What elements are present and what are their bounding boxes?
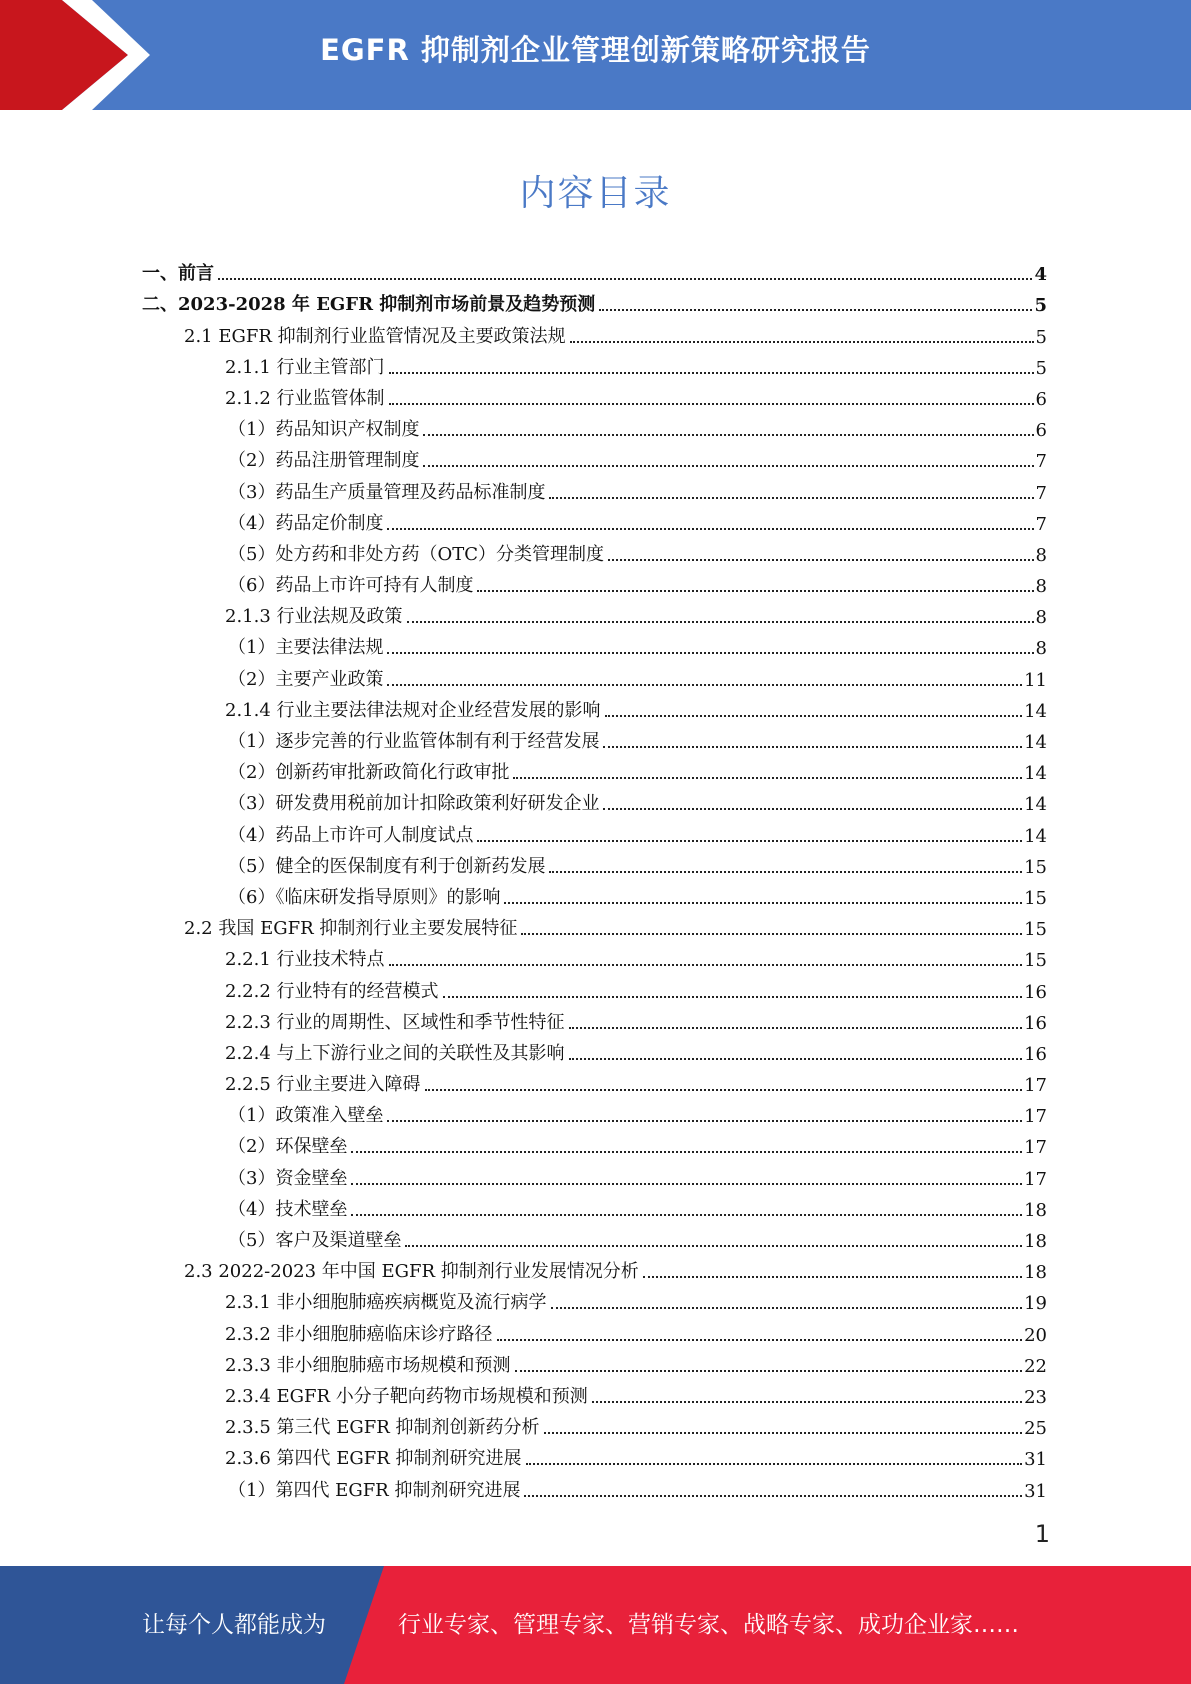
toc-dot-leader bbox=[218, 278, 1032, 280]
toc-entry-page: 6 bbox=[1035, 388, 1047, 410]
toc-entry[interactable] bbox=[0, 1127, 1047, 1158]
toc-dot-leader bbox=[526, 1463, 1023, 1465]
toc-entry[interactable] bbox=[0, 1377, 1047, 1408]
toc-dot-leader bbox=[549, 497, 1033, 499]
toc-dot-leader bbox=[524, 1495, 1022, 1497]
toc-entry-label: （1）主要法律法规 bbox=[228, 633, 385, 659]
toc-dot-leader bbox=[570, 341, 1034, 343]
toc-entry-page: 7 bbox=[1035, 513, 1047, 535]
toc-dot-leader bbox=[513, 777, 1022, 779]
toc-entry[interactable] bbox=[0, 1439, 1047, 1470]
toc-entry-page: 5 bbox=[1035, 357, 1047, 379]
toc-entry-page: 14 bbox=[1024, 794, 1047, 816]
toc-entry-label: （6）药品上市许可持有人制度 bbox=[228, 571, 475, 597]
toc-entry[interactable] bbox=[0, 441, 1047, 472]
toc-entry[interactable] bbox=[0, 285, 1047, 316]
toc-dot-leader bbox=[423, 434, 1033, 436]
toc-dot-leader bbox=[351, 1151, 1022, 1153]
toc-dot-leader bbox=[387, 652, 1033, 654]
header-title: EGFR 抑制剂企业管理创新策略研究报告 bbox=[320, 33, 871, 67]
toc-entry[interactable] bbox=[0, 1283, 1047, 1314]
toc-entry-page: 8 bbox=[1035, 607, 1047, 629]
toc-entry[interactable] bbox=[0, 784, 1047, 815]
toc-dot-leader bbox=[569, 1058, 1023, 1060]
toc-entry-label: （4）药品定价制度 bbox=[228, 509, 385, 535]
toc-dot-leader bbox=[387, 684, 1022, 686]
toc-entry-label: （3）资金壁垒 bbox=[228, 1164, 349, 1190]
toc-entry[interactable] bbox=[0, 535, 1047, 566]
toc-dot-leader bbox=[389, 964, 1023, 966]
toc-dot-leader bbox=[608, 559, 1034, 561]
toc-entry[interactable] bbox=[0, 348, 1047, 379]
toc-entry[interactable] bbox=[0, 940, 1047, 971]
toc-entry-page: 5 bbox=[1035, 326, 1047, 348]
toc-entry-label: 2.3.3 非小细胞肺癌市场规模和预测 bbox=[225, 1351, 513, 1377]
toc-entry-page: 8 bbox=[1035, 576, 1047, 598]
toc-entry-label: 2.2.2 行业特有的经营模式 bbox=[225, 977, 441, 1003]
toc-entry-page: 8 bbox=[1035, 544, 1047, 566]
page-footer-band bbox=[0, 1566, 1191, 1684]
toc-entry-label: 2.3.5 第三代 EGFR 抑制剂创新药分析 bbox=[225, 1413, 542, 1439]
toc-dot-leader bbox=[603, 808, 1022, 810]
toc-list bbox=[0, 254, 1191, 1502]
toc-entry-label: （1）政策准入壁垒 bbox=[228, 1101, 385, 1127]
toc-entry-label: （2）创新药审批新政简化行政审批 bbox=[228, 758, 511, 784]
toc-entry-page: 7 bbox=[1035, 451, 1047, 473]
toc-entry-label: （6）《临床研发指导原则》的影响 bbox=[228, 883, 502, 909]
toc-entry[interactable] bbox=[0, 1346, 1047, 1377]
toc-entry[interactable] bbox=[0, 472, 1047, 503]
toc-dot-leader bbox=[544, 1432, 1023, 1434]
toc-entry[interactable] bbox=[0, 722, 1047, 753]
toc-entry-label: 2.1.3 行业法规及政策 bbox=[225, 602, 405, 628]
toc-entry-page: 14 bbox=[1024, 700, 1047, 722]
toc-entry-label: （5）处方药和非处方药（OTC）分类管理制度 bbox=[228, 540, 606, 566]
toc-entry-label: 2.3.2 非小细胞肺癌临床诊疗路径 bbox=[225, 1320, 495, 1346]
toc-entry[interactable] bbox=[0, 753, 1047, 784]
toc-entry[interactable] bbox=[0, 1221, 1047, 1252]
toc-dot-leader bbox=[387, 1120, 1022, 1122]
toc-entry-page: 18 bbox=[1024, 1231, 1047, 1252]
toc-entry-label: 2.2.4 与上下游行业之间的关联性及其影响 bbox=[225, 1039, 567, 1065]
toc-dot-leader bbox=[351, 1183, 1022, 1185]
toc-entry[interactable] bbox=[0, 1065, 1047, 1096]
toc-dot-leader bbox=[425, 1089, 1023, 1091]
toc-entry[interactable] bbox=[0, 379, 1047, 410]
toc-entry-label: 2.2 我国 EGFR 抑制剂行业主要发展特征 bbox=[184, 914, 519, 940]
toc-entry-page: 15 bbox=[1024, 919, 1047, 941]
toc-dot-leader bbox=[599, 309, 1032, 311]
toc-entry-page: 7 bbox=[1035, 482, 1047, 504]
toc-entry[interactable] bbox=[0, 1158, 1047, 1189]
toc-dot-leader bbox=[592, 1401, 1022, 1403]
toc-entry-label: （5）客户及渠道壁垒 bbox=[228, 1226, 403, 1252]
toc-entry[interactable] bbox=[0, 971, 1047, 1002]
toc-dot-leader bbox=[405, 1245, 1022, 1247]
toc-entry-label: （2）主要产业政策 bbox=[228, 665, 385, 691]
toc-entry-label: 2.1.4 行业主要法律法规对企业经营发展的影响 bbox=[225, 696, 603, 722]
toc-entry-page: 31 bbox=[1024, 1449, 1047, 1471]
toc-entry-page: 15 bbox=[1024, 950, 1047, 972]
footer-slogan-left: 让每个人都能成为 bbox=[142, 1612, 326, 1638]
toc-entry[interactable] bbox=[0, 1408, 1047, 1439]
toc-dot-leader bbox=[477, 840, 1022, 842]
toc-dot-leader bbox=[497, 1339, 1023, 1341]
toc-entry-page: 20 bbox=[1024, 1324, 1047, 1346]
toc-entry[interactable] bbox=[0, 1003, 1047, 1034]
toc-entry-page: 18 bbox=[1024, 1262, 1047, 1284]
toc-entry-label: 2.2.5 行业主要进入障碍 bbox=[225, 1070, 423, 1096]
toc-entry-page: 22 bbox=[1024, 1355, 1047, 1377]
toc-entry[interactable] bbox=[0, 1096, 1047, 1127]
page-header-band bbox=[0, 0, 1191, 110]
toc-entry[interactable] bbox=[0, 847, 1047, 878]
toc-entry-label: 2.1.1 行业主管部门 bbox=[225, 353, 387, 379]
toc-entry-page: 15 bbox=[1024, 887, 1047, 909]
toc-dot-leader bbox=[549, 871, 1022, 873]
toc-entry-label: 2.3.6 第四代 EGFR 抑制剂研究进展 bbox=[225, 1444, 524, 1470]
toc-entry-label: （1）逐步完善的行业监管体制有利于经营发展 bbox=[228, 727, 601, 753]
toc-entry-page: 15 bbox=[1024, 856, 1047, 878]
toc-dot-leader bbox=[521, 933, 1022, 935]
toc-dot-leader bbox=[387, 528, 1033, 530]
toc-entry-page: 16 bbox=[1024, 981, 1047, 1003]
toc-dot-leader bbox=[551, 1307, 1023, 1309]
toc-entry-label: 二、2023-2028 年 EGFR 抑制剂市场前景及趋势预测 bbox=[142, 290, 597, 316]
toc-entry-label: 2.1.2 行业监管体制 bbox=[225, 384, 387, 410]
toc-entry-page: 14 bbox=[1024, 732, 1047, 753]
toc-entry[interactable] bbox=[0, 659, 1047, 690]
toc-dot-leader bbox=[407, 621, 1034, 623]
toc-entry[interactable] bbox=[0, 1470, 1047, 1501]
toc-entry-label: （2）环保壁垒 bbox=[228, 1132, 349, 1158]
toc-entry[interactable] bbox=[0, 878, 1047, 909]
toc-entry[interactable] bbox=[0, 1034, 1047, 1065]
toc-entry-label: 2.3.1 非小细胞肺癌疾病概览及流行病学 bbox=[225, 1288, 549, 1314]
toc-dot-leader bbox=[423, 465, 1033, 467]
toc-entry[interactable] bbox=[0, 316, 1047, 347]
toc-entry[interactable] bbox=[0, 566, 1047, 597]
toc-entry-label: 一、前言 bbox=[142, 259, 216, 285]
toc-entry-page: 16 bbox=[1024, 1012, 1047, 1034]
toc-entry[interactable] bbox=[0, 691, 1047, 722]
toc-entry-label: （4）技术壁垒 bbox=[228, 1195, 349, 1221]
toc-entry-page: 11 bbox=[1024, 669, 1047, 691]
toc-dot-leader bbox=[389, 372, 1034, 374]
toc-entry-page: 8 bbox=[1035, 638, 1047, 660]
toc-dot-leader bbox=[351, 1214, 1022, 1216]
toc-entry-label: （2）药品注册管理制度 bbox=[228, 446, 421, 472]
toc-entry-page: 19 bbox=[1024, 1293, 1047, 1315]
toc-entry-label: （4）药品上市许可人制度试点 bbox=[228, 821, 475, 847]
toc-title: 内容目录 bbox=[519, 173, 672, 214]
toc-entry[interactable] bbox=[0, 909, 1047, 940]
toc-entry-label: 2.1 EGFR 抑制剂行业监管情况及主要政策法规 bbox=[184, 322, 568, 348]
toc-entry-label: （3）药品生产质量管理及药品标准制度 bbox=[228, 478, 547, 504]
toc-entry-label: 2.2.3 行业的周期性、区域性和季节性特征 bbox=[225, 1008, 567, 1034]
toc-dot-leader bbox=[605, 715, 1023, 717]
toc-entry-label: （5）健全的医保制度有利于创新药发展 bbox=[228, 852, 547, 878]
toc-dot-leader bbox=[515, 1370, 1023, 1372]
toc-entry-page: 17 bbox=[1024, 1137, 1047, 1159]
toc-entry[interactable] bbox=[0, 504, 1047, 535]
toc-entry-page: 17 bbox=[1024, 1168, 1047, 1190]
toc-entry-page: 5 bbox=[1034, 295, 1047, 317]
footer-slogan-right: 行业专家、管理专家、营销专家、战略专家、成功企业家…… bbox=[398, 1612, 1019, 1638]
toc-entry-page: 31 bbox=[1024, 1480, 1047, 1502]
toc-dot-leader bbox=[477, 590, 1033, 592]
toc-dot-leader bbox=[643, 1276, 1022, 1278]
toc-entry[interactable] bbox=[0, 1252, 1047, 1283]
toc-entry[interactable] bbox=[0, 410, 1047, 441]
toc-entry-label: （3）研发费用税前加计扣除政策利好研发企业 bbox=[228, 789, 601, 815]
toc-dot-leader bbox=[443, 996, 1023, 998]
toc-entry-label: 2.2.1 行业技术特点 bbox=[225, 945, 387, 971]
toc-entry-page: 25 bbox=[1024, 1418, 1047, 1440]
toc-entry[interactable] bbox=[0, 1314, 1047, 1345]
toc-entry-page: 17 bbox=[1024, 1075, 1047, 1097]
toc-dot-leader bbox=[504, 902, 1022, 904]
page-number: 1 bbox=[1034, 1520, 1050, 1548]
toc-entry[interactable] bbox=[0, 597, 1047, 628]
toc-entry[interactable] bbox=[0, 815, 1047, 846]
toc-entry-page: 14 bbox=[1024, 763, 1047, 785]
toc-entry-label: 2.3.4 EGFR 小分子靶向药物市场规模和预测 bbox=[225, 1382, 590, 1408]
toc-dot-leader bbox=[569, 1027, 1023, 1029]
toc-entry-page: 6 bbox=[1035, 420, 1047, 442]
toc-dot-leader bbox=[389, 403, 1034, 405]
toc-entry-page: 23 bbox=[1024, 1386, 1047, 1408]
toc-entry-page: 4 bbox=[1034, 264, 1047, 286]
toc-entry-page: 16 bbox=[1024, 1043, 1047, 1065]
toc-entry-label: （1）第四代 EGFR 抑制剂研究进展 bbox=[228, 1476, 522, 1502]
toc-dot-leader bbox=[603, 746, 1022, 748]
toc-entry-label: （1）药品知识产权制度 bbox=[228, 415, 421, 441]
toc-entry[interactable] bbox=[0, 628, 1047, 659]
toc-entry-label: 2.3 2022-2023 年中国 EGFR 抑制剂行业发展情况分析 bbox=[184, 1257, 641, 1283]
toc-entry-page: 14 bbox=[1024, 825, 1047, 847]
toc-entry-page: 18 bbox=[1024, 1199, 1047, 1221]
toc-entry-page: 17 bbox=[1024, 1106, 1047, 1128]
toc-entry[interactable] bbox=[0, 1190, 1047, 1221]
toc-entry[interactable] bbox=[0, 254, 1047, 285]
